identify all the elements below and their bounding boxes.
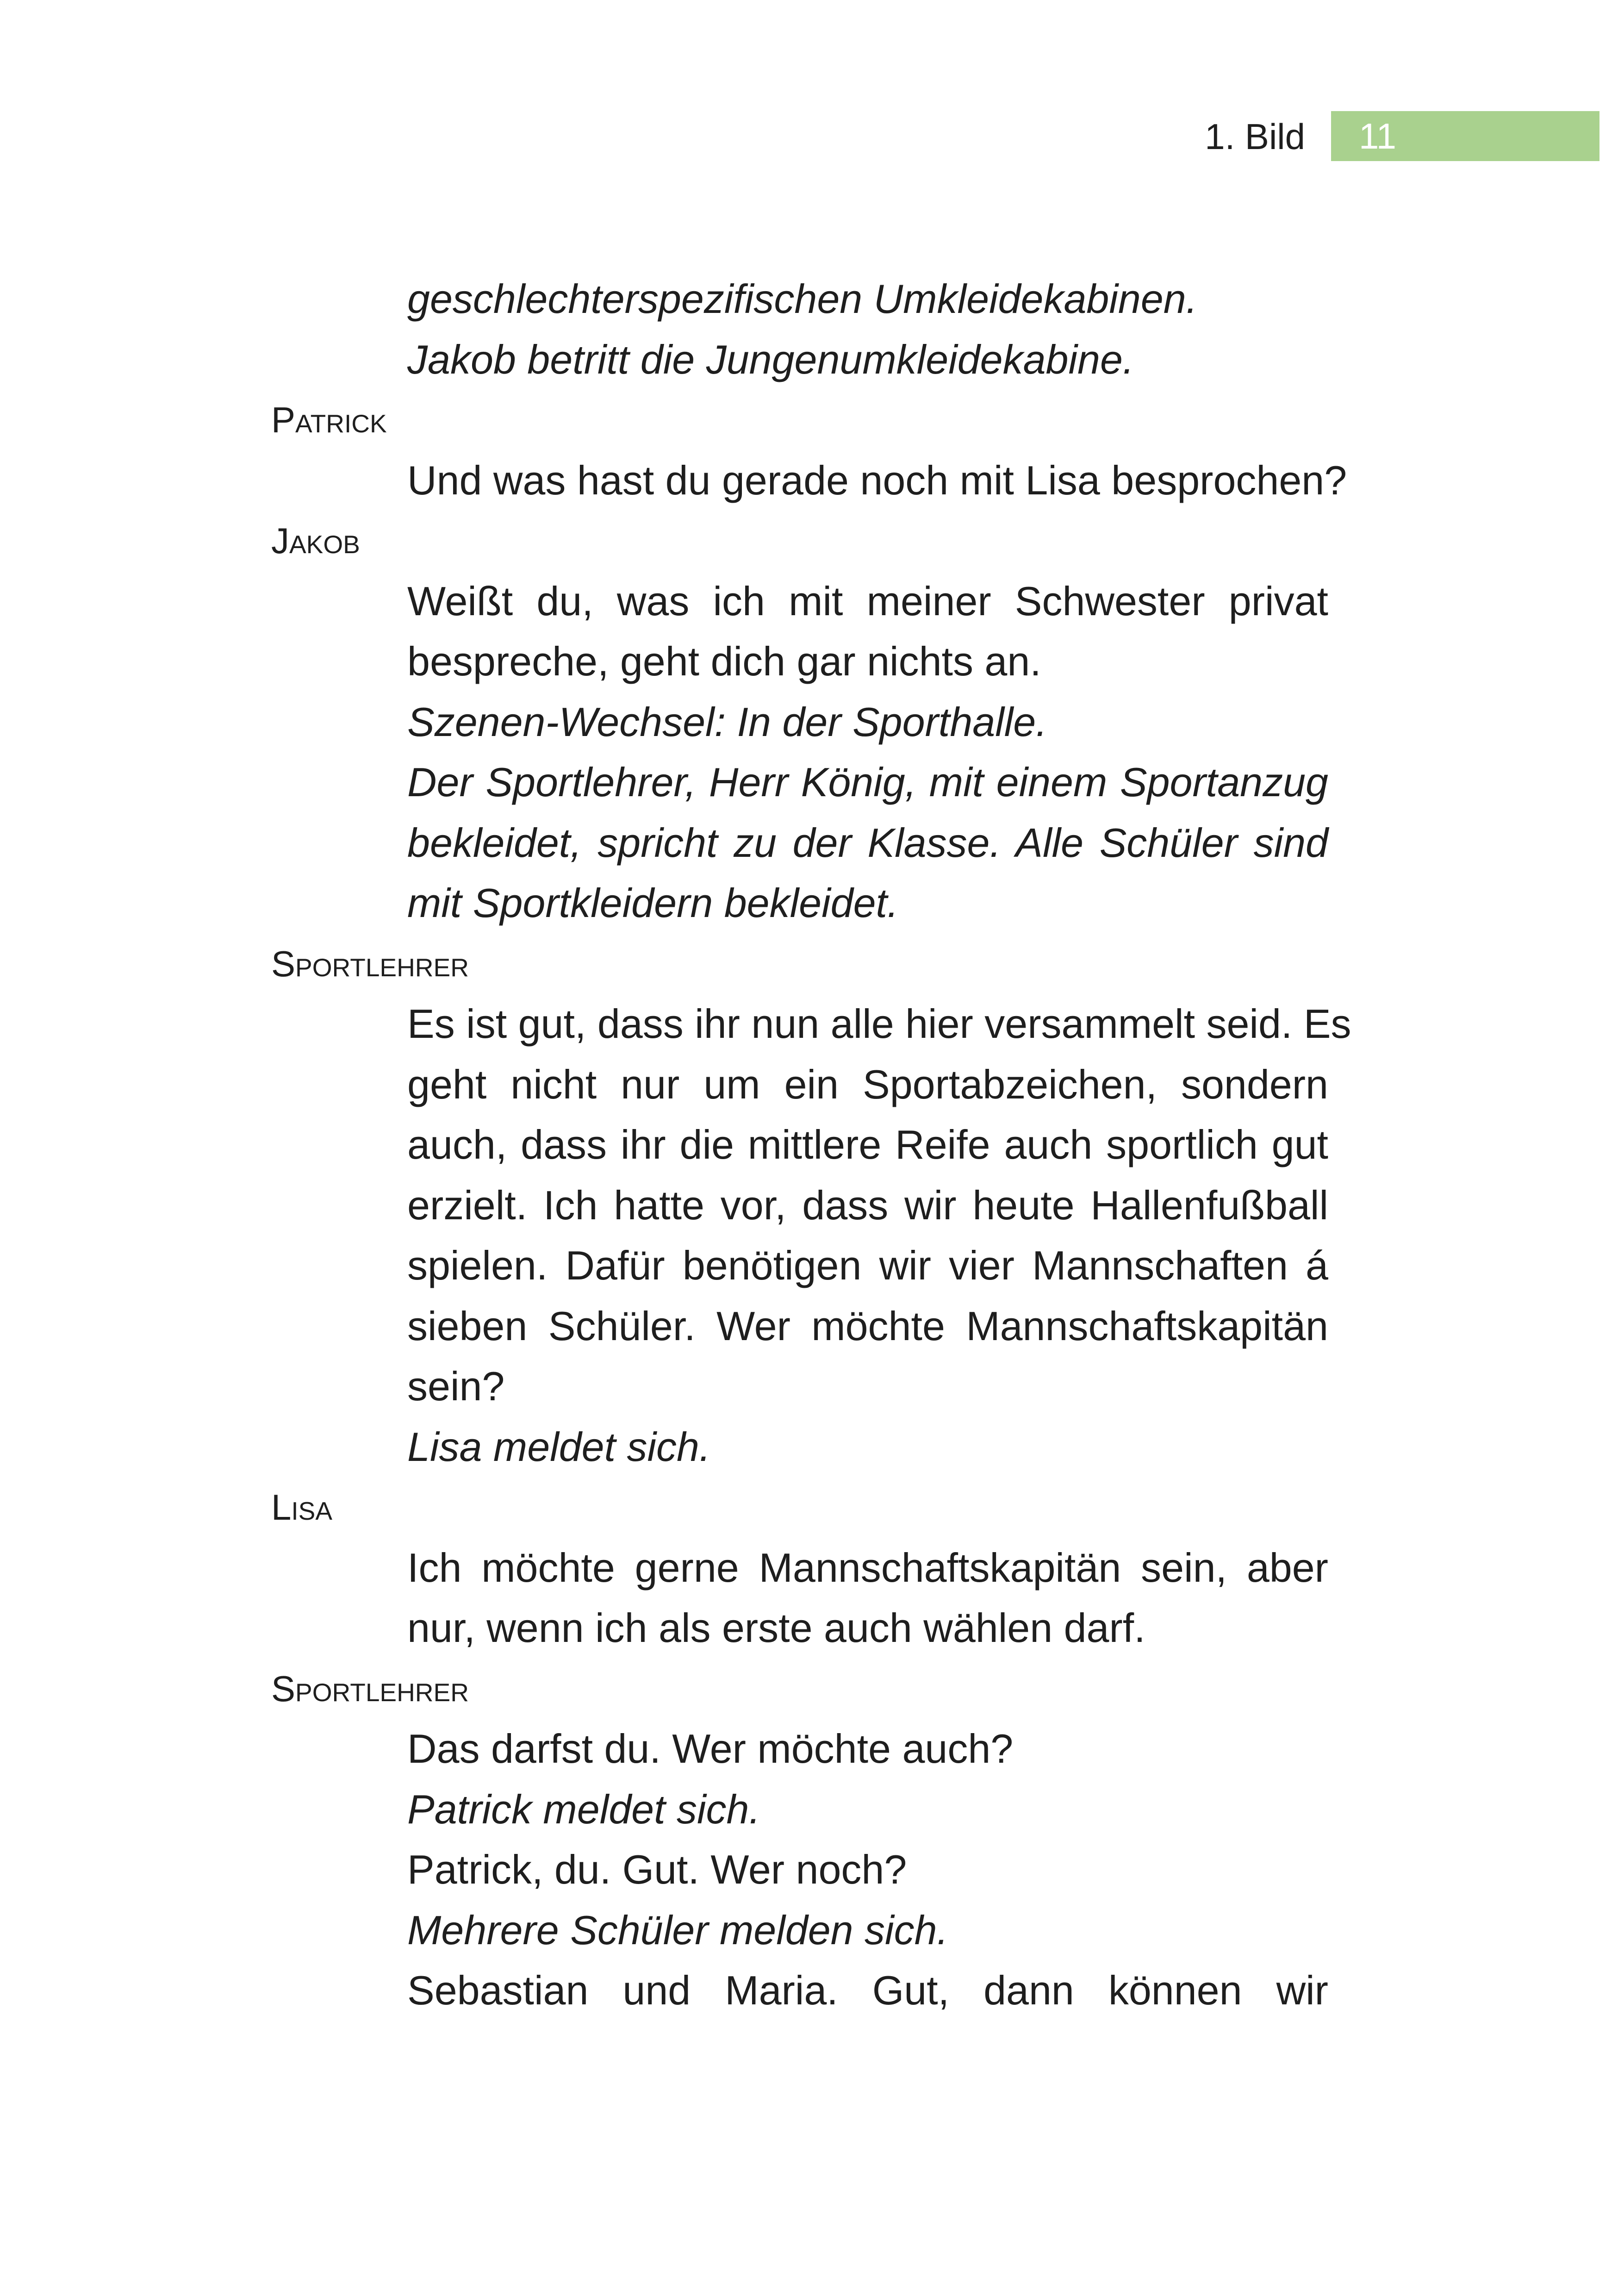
dialogue-line: Ich möchte gerne Mannschaftskapitän sein, aber (407, 1545, 1328, 1591)
dialogue-line: Patrick, du. Gut. Wer noch? (407, 1847, 907, 1892)
dialogue-line: spielen. Dafür benötigen wir vier Mannschaften á (407, 1242, 1328, 1288)
page-number-tab (1331, 111, 1599, 161)
stage-direction-line: Lisa meldet sich. (407, 1424, 711, 1470)
speaker-name: Sportlehrer (271, 1668, 469, 1709)
stage-direction-line: mit Sportkleidern bekleidet. (407, 880, 899, 926)
stage-direction-line: Jakob betritt die Jungenumkleidekabine. (407, 337, 1134, 382)
chapter-title: 1. Bild (1205, 116, 1305, 157)
speaker-name: Lisa (271, 1487, 333, 1528)
dialogue-line: geht nicht nur um ein Sportabzeichen, sondern (407, 1061, 1328, 1107)
dialogue-line: sieben Schüler. Wer möchte Mannschaftskapitän (407, 1303, 1328, 1349)
dialogue-line: sein? (407, 1363, 505, 1409)
stage-direction-line: Mehrere Schüler melden sich. (407, 1907, 948, 1953)
speaker-name: Patrick (271, 399, 387, 440)
speaker-name: Jakob (271, 520, 360, 561)
dialogue-line: Weißt du, was ich mit meiner Schwester privat (407, 578, 1328, 624)
dialogue-line: bespreche, geht dich gar nichts an. (407, 638, 1041, 684)
dialogue-line: Sebastian und Maria. Gut, dann können wir (407, 1967, 1328, 2013)
dialogue-line: erzielt. Ich hatte vor, dass wir heute Hallenfußball (407, 1182, 1328, 1228)
stage-direction-line: bekleidet, spricht zu der Klasse. Alle Schüler sind (407, 820, 1328, 866)
stage-direction-line: Szenen-Wechsel: In der Sporthalle. (407, 699, 1047, 745)
dialogue-line: Es ist gut, dass ihr nun alle hier versammelt seid. Es (407, 1001, 1351, 1047)
dialogue-line: auch, dass ihr die mittlere Reife auch sportlich gut (407, 1122, 1328, 1167)
stage-direction-line: Der Sportlehrer, Herr König, mit einem Sportanzug (407, 759, 1328, 805)
dialogue-line: Das darfst du. Wer möchte auch? (407, 1726, 1014, 1772)
stage-direction-line: geschlechterspezifischen Umkleidekabinen. (407, 276, 1198, 322)
stage-direction-line: Patrick meldet sich. (407, 1786, 760, 1832)
dialogue-line: nur, wenn ich als erste auch wählen darf. (407, 1605, 1145, 1651)
page-number: 11 (1359, 116, 1396, 156)
dialogue-line: Und was hast du gerade noch mit Lisa besprochen? (407, 457, 1347, 503)
speaker-name: Sportlehrer (271, 943, 469, 984)
